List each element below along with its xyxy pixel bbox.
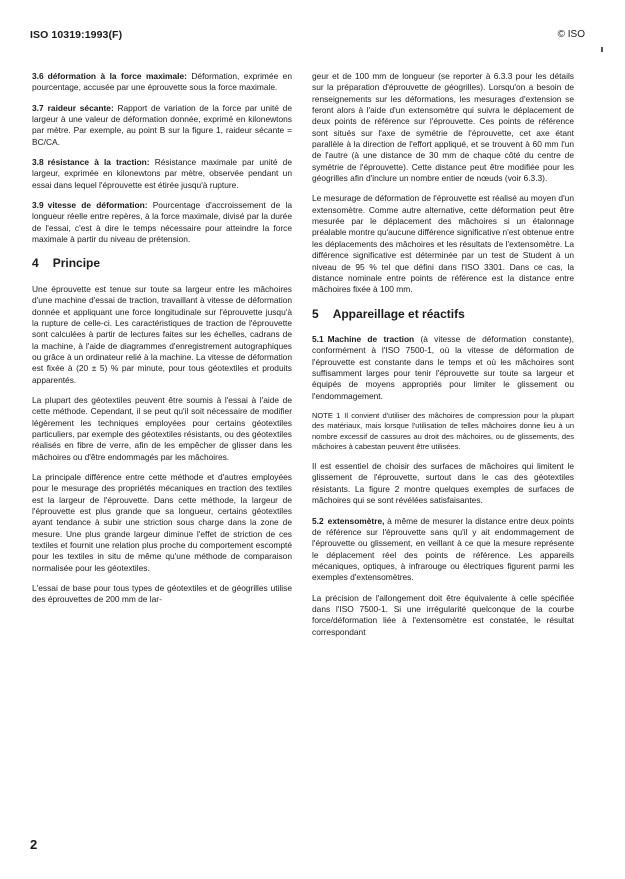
clause-text: Déformation, exprimée en pourcentage, accusée par une éprouvette sous la force maximale. — [32, 71, 292, 93]
section-title: Principe — [52, 256, 101, 271]
clause-text: Pourcentage d'accroissement de la longueur réelle entre repères, à la force maximale, divisé par la durée de l'essai, c'est à dire le temps nécessaire pour atteindre la force maximale à partir du niveau de prétension. — [32, 200, 292, 245]
principle-paragraph-2: La plupart des géotextiles peuvent être soumis à l'essai à l'aide de cette méthode. Cependant, il se peut qu'il soit nécessaire de modifier légèrement les techniques employées pour certains géotextiles particuliers, par exemple des géotextiles résistants, ou des géotextiles réalisés en fibre de verre, afin de les empêcher de glisser dans les mâchoires ou d'être endommagés par les mâchoires. — [32, 394, 292, 462]
note-1 — [312, 411, 574, 452]
clause-term: raideur sécante: — [47, 102, 114, 113]
clause-term: extensomètre, — [327, 515, 385, 526]
clause-text: Résistance maximale par unité de largeur, exprimée en kilonewtons par mètre, observée pendant un essai dans lequel l'éprouvette est étirée jusqu'à rupture. — [32, 157, 292, 190]
jaw-surfaces-paragraph: Il est essentiel de choisir des surfaces de mâchoires qui limitent le glissement de l'éprouvette, surtout dans le cas des géotextiles résistants. La figure 2 montre quelques exemples de surfaces de mâchoires qui se sont révélées satisfaisantes. — [312, 461, 574, 506]
clause-5-1 — [312, 334, 574, 402]
extensometer-measurement-paragraph: Le mesurage de déformation de l'éprouvette est réalisé au moyen d'un extensomètre. Comme autre alternative, cette déformation peut être mesurée par le déplacement des mâchoires si un étalonnage préalable montre qu'aucune différence significative n'est obtenue entre les déplacements des mâchoires et les résultats de l'extensomètre. La différence significative est déterminée par un test de Student à un niveau de 95 % tel que défini dans l'ISO 3301. Dans ce cas, la distance nominale entre points de référence est la distance entre mâchoires fixée à 100 mm. — [312, 193, 574, 295]
clause-3-9 — [32, 200, 292, 245]
section-number: 4 — [32, 256, 39, 271]
margin-tick-mark — [601, 47, 603, 52]
principle-continuation-paragraph: geur et de 100 mm de longueur (se reporter à 6.3.3 pour les détails sur la préparation d'éprouvette de géogrilles). Lorsqu'on a besoin de renseignements sur les déformations, les mesurages d'extension se feront alors à l'aide d'un extensomètre qui suivra le déplacement de deux points de référence sur l'éprouvette. Ces points de référence sont situés sur l'axe de symétrie de l'éprouvette, cet axe étant parallèle à la direction de l'effort appliqué, et se trouvent à 60 mm l'un de l'autre (à une distance de 30 mm de chaque côté du centre de symétrie de l'éprouvette). Cette distance peut être modifiée pour les géogrilles afin d'inclure un nombre entier de nœuds (voir 6.3.3). — [312, 71, 574, 184]
clause-3-6 — [32, 71, 292, 94]
clause-text: à même de mesurer la distance entre deux points de référence sur l'éprouvette sans qu'il y ait endommagement de l'éprouvette ou glissement, en veillant à ce que la mesure représente le déplacement réel des points de référence. Les appareils mécaniques, optiques, à infrarouge ou électriques figurent parmi les exemples d'extensomètres. — [312, 515, 574, 583]
section-5-heading — [312, 306, 574, 321]
clause-term: Machine de traction — [327, 333, 415, 344]
clause-text: (à vitesse de déformation constante), conformément à l'ISO 7500-1, où la vitesse de déformation de l'éprouvette est constante dans le temps et où les mâchoires sont suffisamment larges pour tenir l'éprouvette sur toute sa largeur et équipés de moyens appropriés pour limiter le glissement ou l'endommagement. — [312, 333, 574, 401]
standard-designation: ISO 10319:1993(F) — [30, 29, 123, 41]
principle-paragraph-4: L'essai de base pour tous types de géotextiles et de géogrilles utilise des éprouvettes de 200 mm de lar- — [32, 583, 292, 605]
clause-number: 5.1 — [312, 333, 324, 344]
left-column — [32, 71, 292, 615]
note-text: Il convient d'utiliser des mâchoires de compression pour la plupart des matériaux, mais lorsque l'utilisation de telles mâchoires donne lieu à un nombre excessif de cassures au droit des mâchoires, ou de glissements, des mâchoires à cabestan peuvent être utilisées. — [312, 410, 574, 451]
clause-number: 3.7 — [32, 102, 44, 113]
section-4-heading — [32, 258, 292, 269]
copyright-mark: © ISO — [557, 29, 585, 40]
clause-5-2 — [312, 516, 574, 584]
principle-paragraph-1: Une éprouvette est tenue sur toute sa largeur entre les mâchoires d'une machine d'essai de traction, travaillant à vitesse de déformation donnée et appliquant une force longitudinale sur l'éprouvette jusqu'à la rupture de celle-ci. Les caractéristiques de traction de l'éprouvette sont calculées à partir de lectures faites sur les échelles, cadrans de la machine, à l'aide de diagrammes d'enregistrement autographiques ou grâce à un ordinateur relié à la machine. La vitesse de déformation est fixée à (20 ± 5) % par minute, pour tous géotextiles et produits apparentés. — [32, 283, 292, 385]
principle-paragraph-3: La principale différence entre cette méthode et d'autres employées pour le mesurage des propriétés mécaniques en traction des textiles est la largeur de l'éprouvette. Dans cette méthode, la largeur de l'éprouvette est plus grande que sa longueur, certains géotextiles ayant tendance à subir une striction sous charge dans la zone de mesure. Une plus grande largeur diminue l'effet de striction de ces textiles et fournit une relation plus proche du comportement escompté pour les textiles in situ de même qu'une méthode de comparaison normalisée pour les géotextiles. — [32, 471, 292, 573]
note-label: NOTE 1 — [312, 410, 341, 420]
clause-number: 3.6 — [32, 71, 44, 81]
clause-number: 5.2 — [312, 515, 324, 526]
clause-term: vitesse de déformation: — [47, 200, 148, 211]
clause-3-7 — [32, 103, 292, 148]
right-column — [312, 71, 574, 647]
section-number: 5 — [312, 306, 319, 321]
clause-number: 3.8 — [32, 157, 44, 168]
clause-text: Rapport de variation de la force par unité de largeur à une valeur de déformation donnée, exprimé en kilonewtons par mètre. Par exemple, au point B sur la figure 1, raideur sécante = BC/CA. — [32, 102, 292, 147]
clause-number: 3.9 — [32, 200, 44, 211]
clause-3-8 — [32, 157, 292, 191]
accuracy-paragraph: La précision de l'allongement doit être équivalente à celle spécifiée dans l'ISO 7500-1. Si une irrégularité quelconque de la courbe force/déformation liée à l'extensomètre est constatée, le résultat correspondant — [312, 592, 574, 637]
clause-term: résistance à la traction: — [47, 157, 150, 168]
clause-term: déformation à la force maximale: — [47, 71, 187, 81]
section-title: Appareillage et réactifs — [332, 306, 465, 321]
page-number: 2 — [30, 837, 38, 852]
